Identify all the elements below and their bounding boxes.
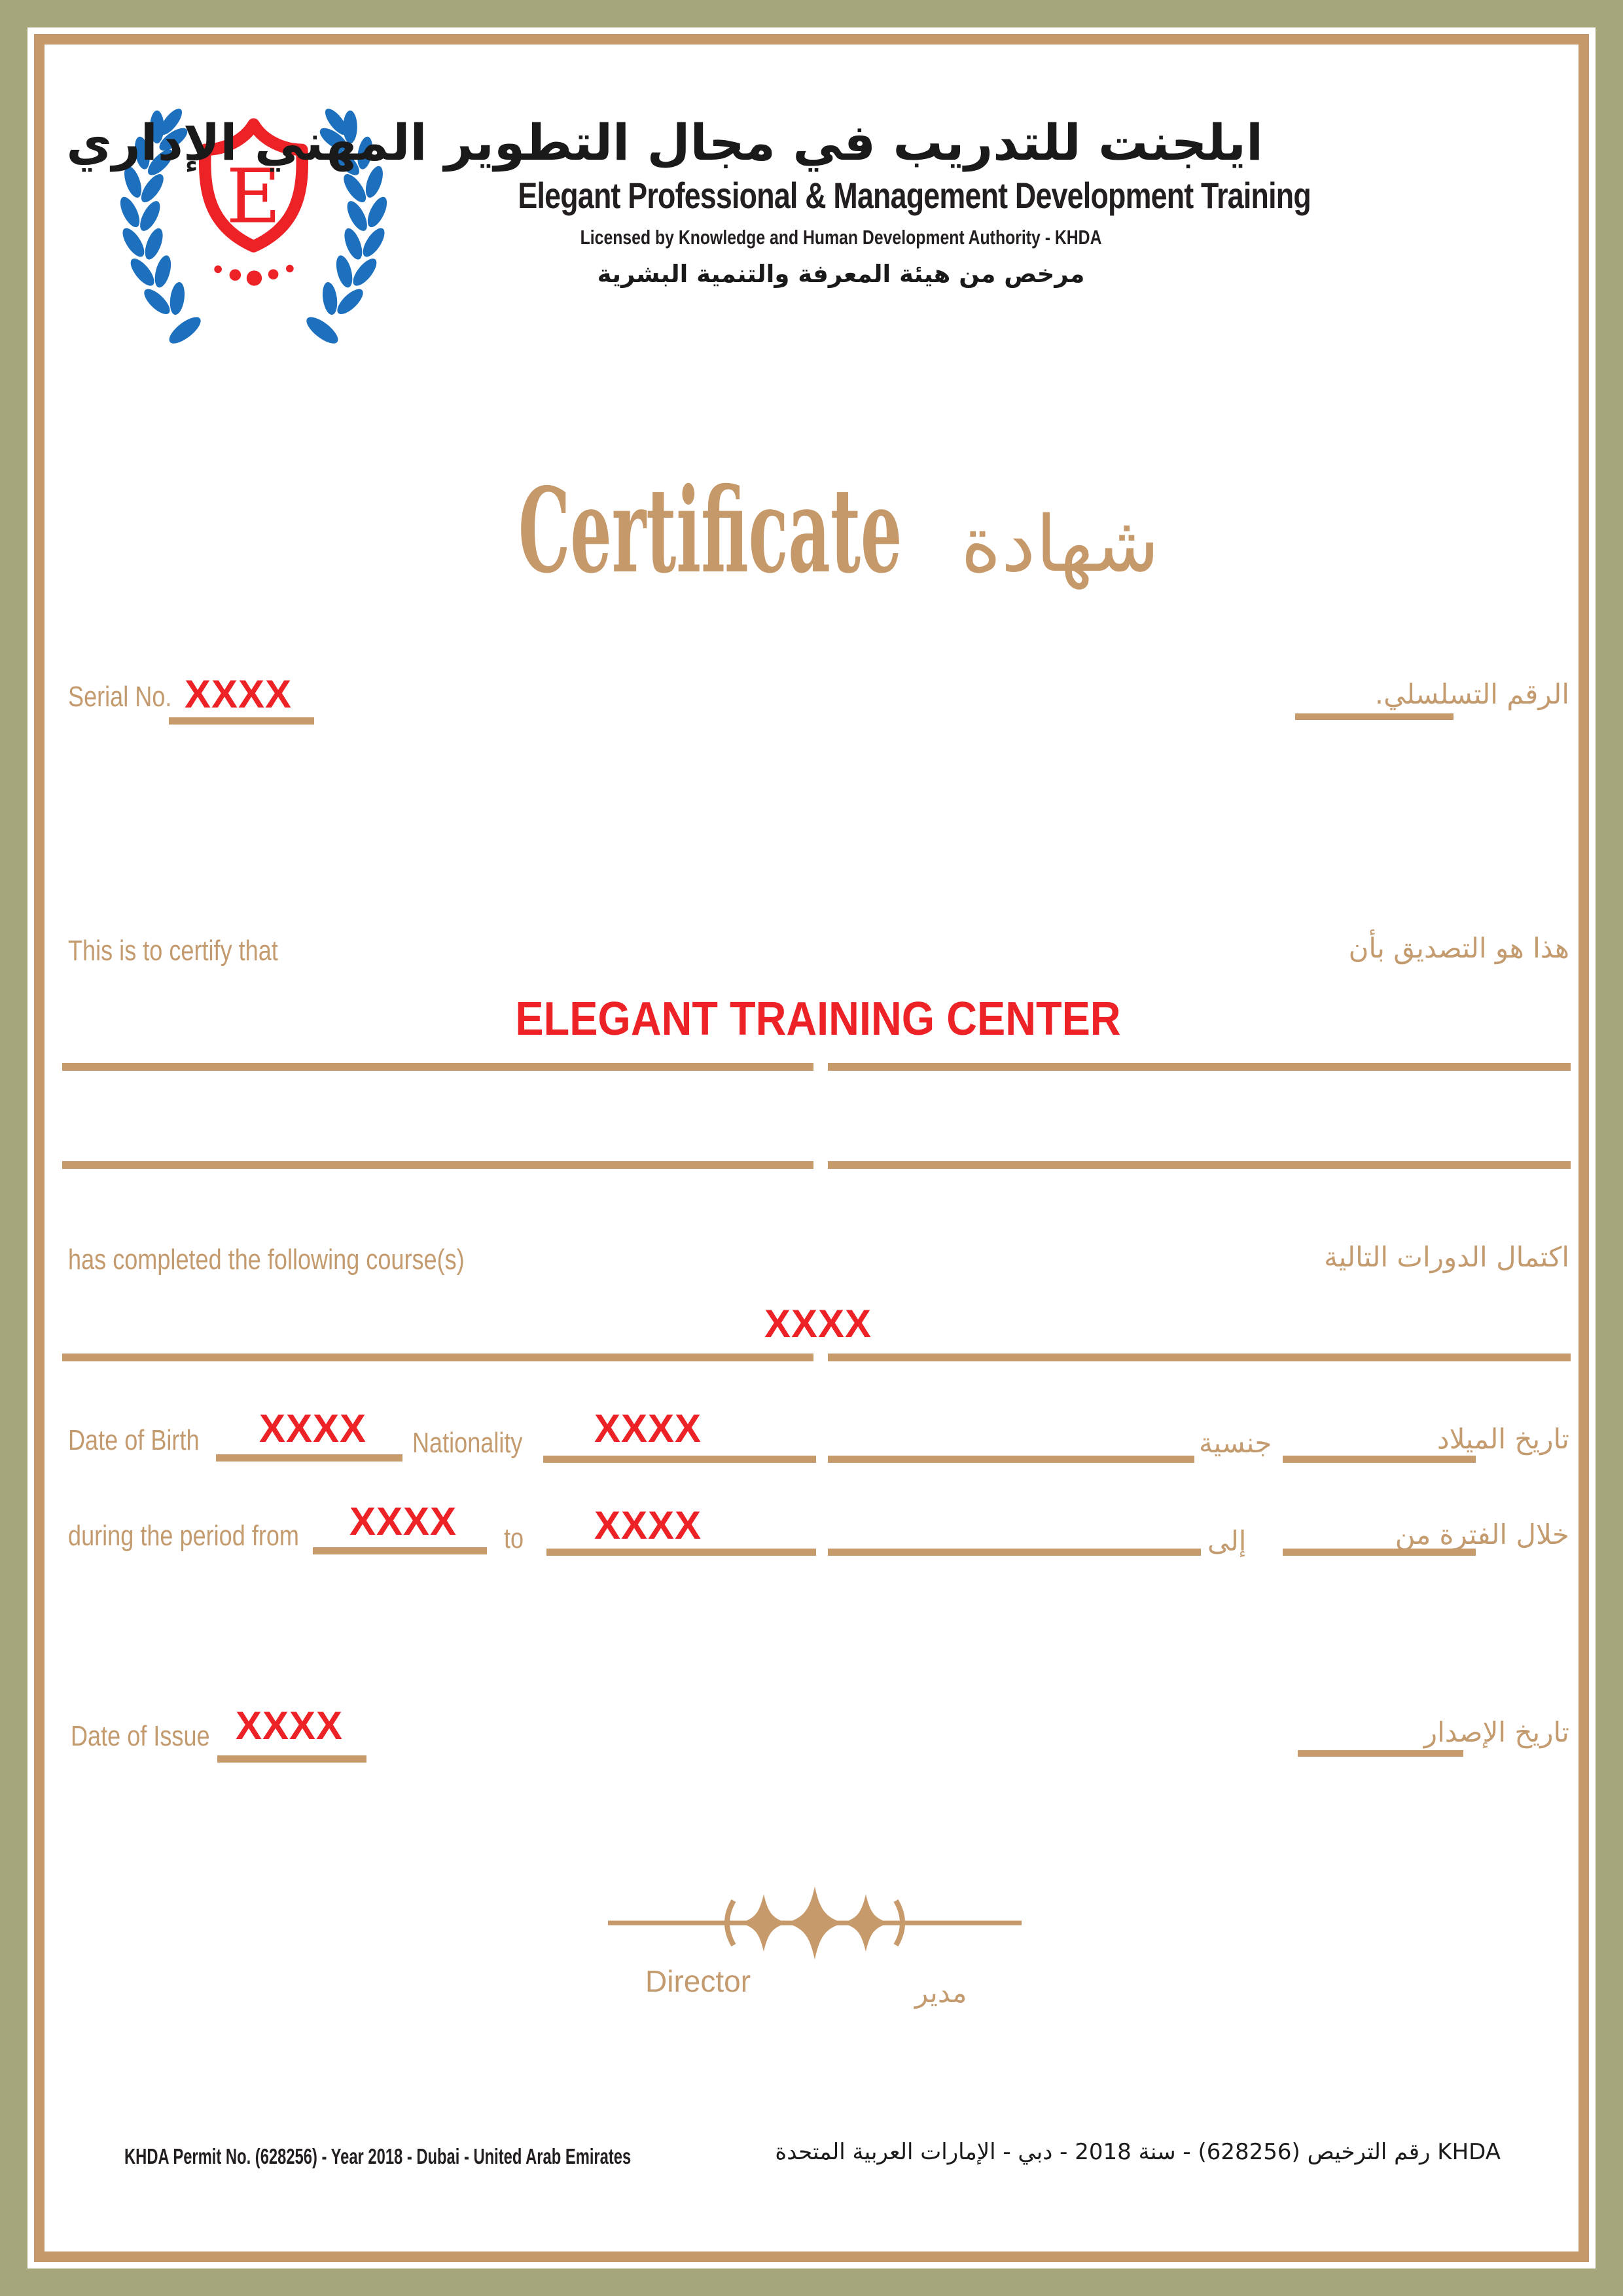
courses-label: has completed the following course(s) [68, 1244, 465, 1276]
serial-underline [169, 717, 314, 725]
rule-line [828, 1161, 1571, 1169]
birth-line-mid [828, 1456, 1194, 1463]
period-from-value: XXXX [349, 1499, 457, 1543]
period-to-underline [546, 1549, 816, 1556]
serial-label-arabic: الرقم التسلسلي. [1374, 678, 1569, 710]
rule-line [62, 1161, 813, 1169]
nationality-label-arabic: جنسية [1199, 1427, 1272, 1459]
nationality-label: Nationality [412, 1427, 523, 1459]
course-value-band [62, 1301, 1574, 1346]
birth-label: Date of Birth [68, 1424, 200, 1456]
rule-line [62, 1354, 813, 1361]
certify-label-arabic: هذا هو التصديق بأن [1348, 932, 1569, 964]
certificate-title-arabic: شهادة [961, 499, 1160, 589]
director-label-arabic: مدير [915, 1977, 967, 2009]
nationality-value: XXXX [594, 1407, 702, 1450]
director-label: Director [645, 1964, 751, 1998]
divider-ornament [599, 1877, 1031, 1969]
licensed-line-english: Licensed by Knowledge and Human Development Authority - KHDA [580, 225, 1102, 249]
birth-underline [216, 1454, 402, 1462]
issue-underline [217, 1755, 366, 1763]
permit-line-english: KHDA Permit No. (628256) - Year 2018 - Dubai - United Arab Emirates [124, 2144, 632, 2168]
serial-line-ar [1295, 713, 1454, 720]
logo-dots [214, 265, 293, 286]
recipient-name-band [62, 992, 1574, 1046]
serial-value: XXXX [185, 672, 293, 716]
rule-line [62, 1063, 813, 1071]
certificate-title: Certificate [518, 462, 902, 599]
org-name-english: Elegant Professional & Management Development Training [518, 174, 1311, 216]
licensed-line-arabic: مرخص من هيئة المعرفة والتنمية البشرية [597, 259, 1085, 288]
period-to-label: to [504, 1522, 524, 1554]
certify-label: This is to certify that [68, 935, 278, 967]
period-label: during the period from [68, 1520, 299, 1552]
permit-line-arabic: KHDA رقم الترخيص (628256) - سنة 2018 - دبي - الإمارات العربية المتحدة [775, 2139, 1501, 2165]
courses-label-arabic: اكتمال الدورات التالية [1324, 1241, 1569, 1273]
issue-value: XXXX [236, 1704, 344, 1748]
issue-label-arabic: تاريخ الإصدار [1423, 1716, 1569, 1748]
issue-label: Date of Issue [71, 1720, 210, 1752]
period-to-label-arabic: إلى [1207, 1525, 1247, 1557]
logo-letter: E [226, 153, 281, 241]
rule-line [828, 1063, 1571, 1071]
period-from-underline [313, 1547, 487, 1554]
serial-label: Serial No. [68, 681, 172, 713]
birth-value: XXXX [259, 1407, 367, 1450]
period-to-value: XXXX [594, 1503, 702, 1547]
period-line-mid [828, 1549, 1201, 1556]
rule-line [828, 1354, 1571, 1361]
issue-line-ar [1298, 1750, 1463, 1757]
org-name-arabic: ايلجنت للتدريب في مجال التطوير المهني الإداري [66, 113, 1263, 171]
recipient-name: ELEGANT TRAINING CENTER [515, 993, 1121, 1045]
course-value: XXXX [764, 1302, 872, 1346]
nationality-underline [543, 1456, 816, 1463]
birth-label-arabic: تاريخ الميلاد [1436, 1423, 1569, 1455]
period-label-arabic: خلال الفترة من [1395, 1518, 1569, 1551]
birth-line-right [1283, 1456, 1476, 1463]
